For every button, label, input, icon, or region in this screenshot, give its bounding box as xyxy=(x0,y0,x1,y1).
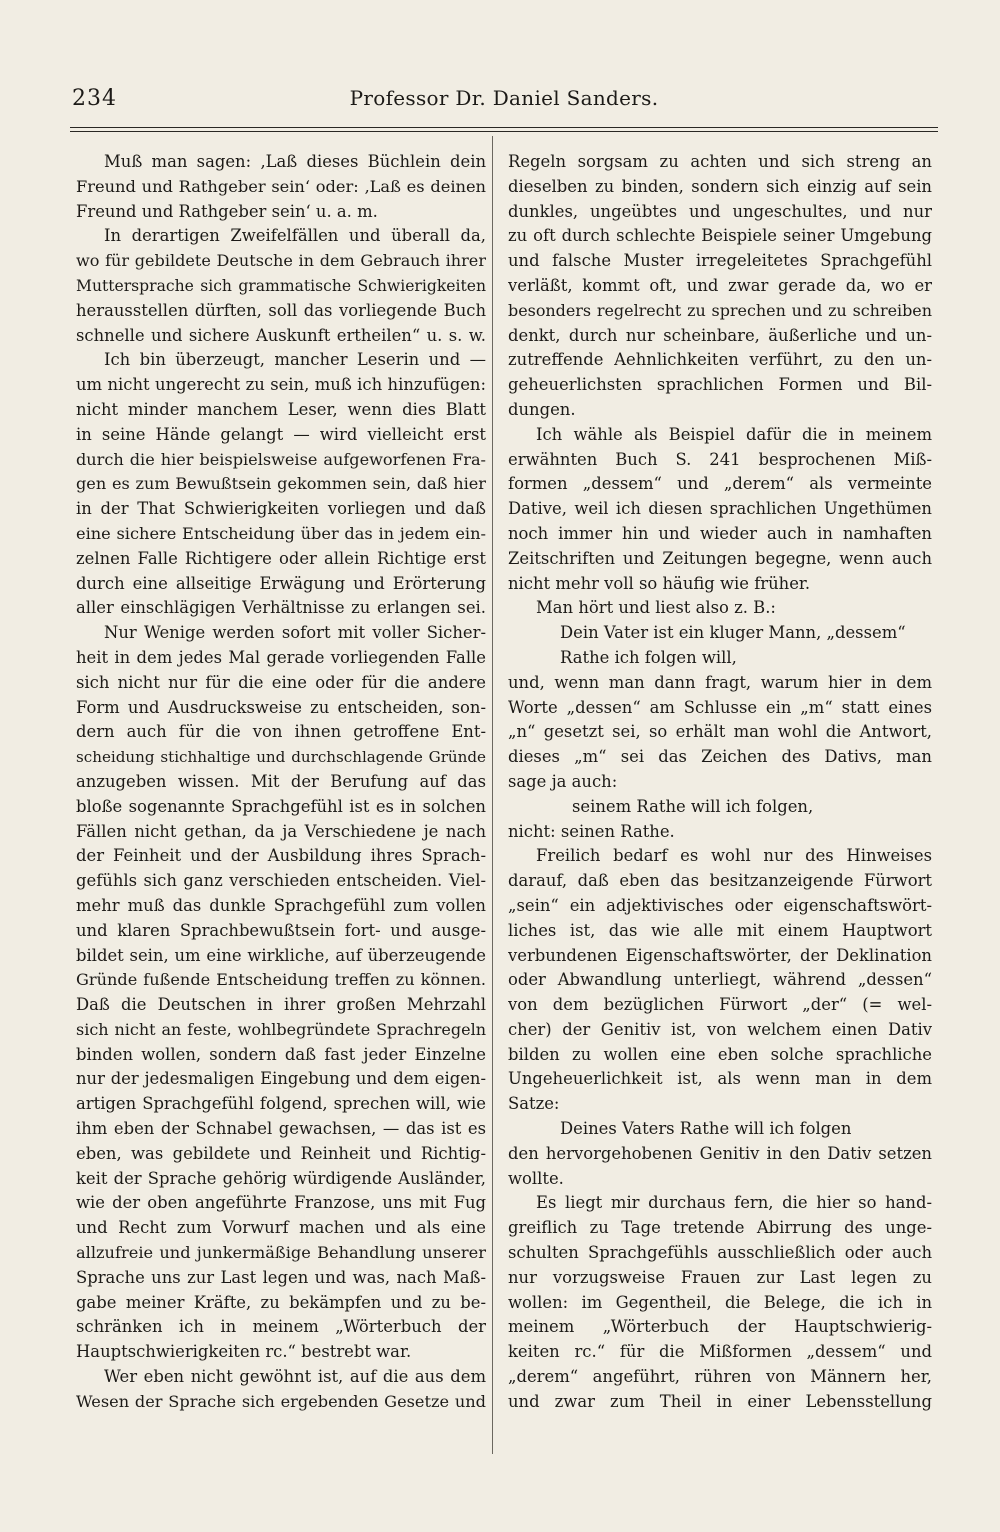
text-line: erwähnten Buch S. 241 besprochenen Miß- xyxy=(508,449,932,469)
text-line: dern auch für die von ihnen getroffene Ent- xyxy=(76,722,486,742)
text-line: nur vorzugsweise Frauen zur Last legen zu xyxy=(508,1267,932,1287)
text-line: wollte. xyxy=(508,1168,564,1188)
text-line: verläßt, kommt oft, und zwar gerade da, wo er xyxy=(508,275,932,295)
text-line: Regeln sorgsam zu achten und sich streng an xyxy=(508,152,932,171)
running-title: Professor Dr. Daniel Sanders. xyxy=(349,86,659,110)
text-line: Wer eben nicht gewöhnt ist, auf die aus dem xyxy=(104,1367,486,1387)
text-line: „derem“ angeführt, rühren von Männern her, xyxy=(508,1367,932,1387)
text-line: verbundenen Eigenschaftswörter, der Deklination xyxy=(508,945,932,965)
text-line: durch die hier beispielsweise aufgeworfenen Fra- xyxy=(76,449,486,469)
text-line: wo für gebildete Deutsche in dem Gebrauch ihrer xyxy=(76,251,486,271)
text-line: von dem bezüglichen Fürwort „der“ (= wel- xyxy=(508,995,932,1015)
text-line: Gründe fußende Entscheidung treffen zu können. xyxy=(76,970,486,990)
quote-line: seinem Rathe will ich folgen, xyxy=(572,796,814,816)
text-line: Dative, weil ich diesen sprachlichen Ungethümen xyxy=(508,499,932,519)
text-line: Freund und Rathgeber sein‘ oder: ‚Laß es deinen xyxy=(76,176,486,196)
text-line: Sprache uns zur Last legen und was, nach Maß- xyxy=(76,1267,486,1287)
text-line: Freund und Rathgeber sein‘ u. a. m. xyxy=(76,201,378,221)
text-line: Es liegt mir durchaus fern, die hier so hand- xyxy=(536,1193,932,1213)
text-line: zu oft durch schlechte Beispiele seiner Umgebung xyxy=(508,226,932,246)
text-line: Wesen der Sprache sich ergebenden Gesetze und xyxy=(76,1391,486,1411)
text-line: keiten rc.“ für die Mißformen „dessem“ und xyxy=(508,1342,932,1362)
text-line: Nur Wenige werden sofort mit voller Sicher- xyxy=(104,623,486,643)
right-column xyxy=(508,150,932,1415)
text-line: Muttersprache sich grammatische Schwierigkeiten xyxy=(76,276,486,295)
text-line: nicht minder manchem Leser, wenn dies Blatt xyxy=(76,399,486,419)
text-line: und klaren Sprachbewußtsein fort- und ausge- xyxy=(76,920,486,940)
text-line: und falsche Muster irregeleitetes Sprachgefühl xyxy=(508,251,932,271)
text-line: aller einschlägigen Verhältnisse zu erlangen sei. xyxy=(76,598,486,618)
text-line: Freilich bedarf es wohl nur des Hinweises xyxy=(536,846,932,866)
text-line: schnelle und sichere Auskunft ertheilen“ u. s. w. xyxy=(76,325,486,345)
text-line: „sein“ ein adjektivisches oder eigenschaftswört- xyxy=(508,895,932,915)
text-line: scheidung stichhaltige und durchschlagende Gründe xyxy=(76,748,486,767)
text-line: „n“ gesetzt sei, so erhält man wohl die Antwort, xyxy=(508,722,932,742)
text-line: bilden zu wollen eine eben solche sprachliche xyxy=(508,1044,932,1064)
text-line: eine sichere Entscheidung über das in jedem ein- xyxy=(76,523,486,543)
text-line: Fällen nicht gethan, da ja Verschiedene je nach xyxy=(76,821,486,841)
text-line: ihm eben der Schnabel gewachsen, — das ist es xyxy=(76,1119,486,1139)
text-line: geheuerlichsten sprachlichen Formen und Bil- xyxy=(508,375,932,395)
quote-line: Deines Vaters Rathe will ich folgen xyxy=(560,1119,852,1139)
text-line: Ich bin überzeugt, mancher Leserin und — xyxy=(104,350,486,370)
left-column xyxy=(76,150,486,1415)
text-line: und Recht zum Vorwurf machen und als eine xyxy=(76,1218,486,1238)
text-line: binden wollen, sondern daß fast jeder Einzelne xyxy=(76,1044,486,1064)
text-line: Form und Ausdrucksweise zu entscheiden, son- xyxy=(76,697,486,717)
text-line: artigen Sprachgefühl folgend, sprechen will, wie xyxy=(76,1094,486,1114)
text-line: schränken ich in meinem „Wörterbuch der xyxy=(76,1317,486,1337)
text-line: sage ja auch: xyxy=(508,771,618,791)
text-line: gen es zum Bewußtsein gekommen sein, daß hier xyxy=(76,474,486,494)
text-line: eben, was gebildete und Reinheit und Richtig- xyxy=(76,1143,486,1163)
text-line: sich nicht nur für die eine oder für die andere xyxy=(76,672,486,692)
text-line: herausstellen dürften, soll das vorliegende Buch xyxy=(76,300,486,320)
text-line: dieselben zu binden, sondern sich einzig auf sein xyxy=(508,176,932,196)
page-header xyxy=(70,86,938,116)
text-line: und zwar zum Theil in einer Lebensstellung xyxy=(508,1391,932,1411)
text-line: allzufreie und junkermäßige Behandlung unserer xyxy=(76,1243,486,1263)
text-line: den hervorgehobenen Genitiv in den Dativ setzen xyxy=(508,1143,932,1163)
text-line: dieses „m“ sei das Zeichen des Dativs, man xyxy=(508,747,932,767)
text-line: um nicht ungerecht zu sein, muß ich hinzufügen: xyxy=(76,375,486,395)
text-line: nur der jedesmaligen Eingebung und dem eigen- xyxy=(76,1069,486,1089)
text-line: gabe meiner Kräfte, zu bekämpfen und zu be- xyxy=(76,1292,486,1312)
text-line: nicht mehr voll so häufig wie früher. xyxy=(508,573,811,593)
text-line: bildet sein, um eine wirkliche, auf überzeugende xyxy=(76,945,486,965)
text-line: gefühls sich ganz verschieden entscheiden. Viel- xyxy=(76,871,486,891)
text-line: Daß die Deutschen in ihrer großen Mehrzahl xyxy=(76,995,486,1015)
text-line: Muß man sagen: ‚Laß dieses Büchlein dein xyxy=(104,152,486,171)
text-line: in der That Schwierigkeiten vorliegen und daß xyxy=(76,499,486,519)
text-line: wollen: im Gegentheil, die Belege, die ich in xyxy=(508,1292,932,1312)
text-line: dunkles, ungeübtes und ungeschultes, und nur xyxy=(508,201,932,221)
text-line: zutreffende Aehnlichkeiten verführt, zu den un- xyxy=(508,350,932,370)
text-line: dungen. xyxy=(508,399,576,419)
text-line: liches ist, das wie alle mit einem Hauptwort xyxy=(508,920,932,940)
text-line: in seine Hände gelangt — wird vielleicht erst xyxy=(76,424,486,444)
header-rule-thin xyxy=(70,131,938,132)
header-rule xyxy=(70,127,938,128)
text-line: denkt, durch nur scheinbare, äußerliche und un- xyxy=(508,325,932,345)
page-number: 234 xyxy=(72,86,117,111)
text-line: mehr muß das dunkle Sprachgefühl zum vollen xyxy=(76,895,486,915)
text-line: Ich wähle als Beispiel dafür die in meinem xyxy=(536,424,932,444)
text-line: keit der Sprache gehörig würdigende Ausländer, xyxy=(76,1168,486,1188)
text-line: formen „dessem“ und „derem“ als vermeinte xyxy=(508,474,932,494)
text-line: und, wenn man dann fragt, warum hier in dem xyxy=(508,672,932,692)
quote-line: Rathe ich folgen will, xyxy=(560,647,737,667)
text-line: wie der oben angeführte Franzose, uns mit Fug xyxy=(76,1193,486,1213)
text-line: besonders regelrecht zu sprechen und zu schreiben xyxy=(508,300,932,320)
text-line: heit in dem jedes Mal gerade vorliegenden Falle xyxy=(76,647,486,667)
text-line: Hauptschwierigkeiten rc.“ bestrebt war. xyxy=(76,1342,412,1362)
text-line: nicht: seinen Rathe. xyxy=(508,821,675,841)
text-line: In derartigen Zweifelfällen und überall da, xyxy=(104,226,486,246)
text-line: zelnen Falle Richtigere oder allein Richtige erst xyxy=(76,548,486,568)
text-line: oder Abwandlung unterliegt, während „dessen“ xyxy=(508,970,932,990)
text-line: Zeitschriften und Zeitungen begegne, wenn auch xyxy=(508,548,932,568)
text-line: schulten Sprachgefühls ausschließlich oder auch xyxy=(508,1243,932,1263)
text-line: Man hört und liest also z. B.: xyxy=(536,598,776,618)
text-line: meinem „Wörterbuch der Hauptschwierig- xyxy=(508,1317,932,1337)
text-line: bloße sogenannte Sprachgefühl ist es in solchen xyxy=(76,796,486,816)
text-line: durch eine allseitige Erwägung und Erörterung xyxy=(76,573,486,593)
quote-line: Dein Vater ist ein kluger Mann, „dessem“ xyxy=(560,623,906,643)
text-line: Worte „dessen“ am Schlusse ein „m“ statt eines xyxy=(508,697,932,717)
column-divider xyxy=(492,136,493,1454)
text-line: der Feinheit und der Ausbildung ihres Sprach- xyxy=(76,846,486,866)
text-line: noch immer hin und wieder auch in namhaften xyxy=(508,523,932,543)
text-line: Ungeheuerlichkeit ist, als wenn man in dem xyxy=(508,1069,932,1089)
text-line: darauf, daß eben das besitzanzeigende Fürwort xyxy=(508,871,932,891)
text-line: sich nicht an feste, wohlbegründete Sprachregeln xyxy=(76,1019,486,1039)
text-line: Satze: xyxy=(508,1094,560,1114)
text-line: anzugeben wissen. Mit der Berufung auf das xyxy=(76,771,486,791)
text-line: greiflich zu Tage tretende Abirrung des unge- xyxy=(508,1218,932,1238)
text-line: cher) der Genitiv ist, von welchem einen Dativ xyxy=(508,1019,932,1039)
